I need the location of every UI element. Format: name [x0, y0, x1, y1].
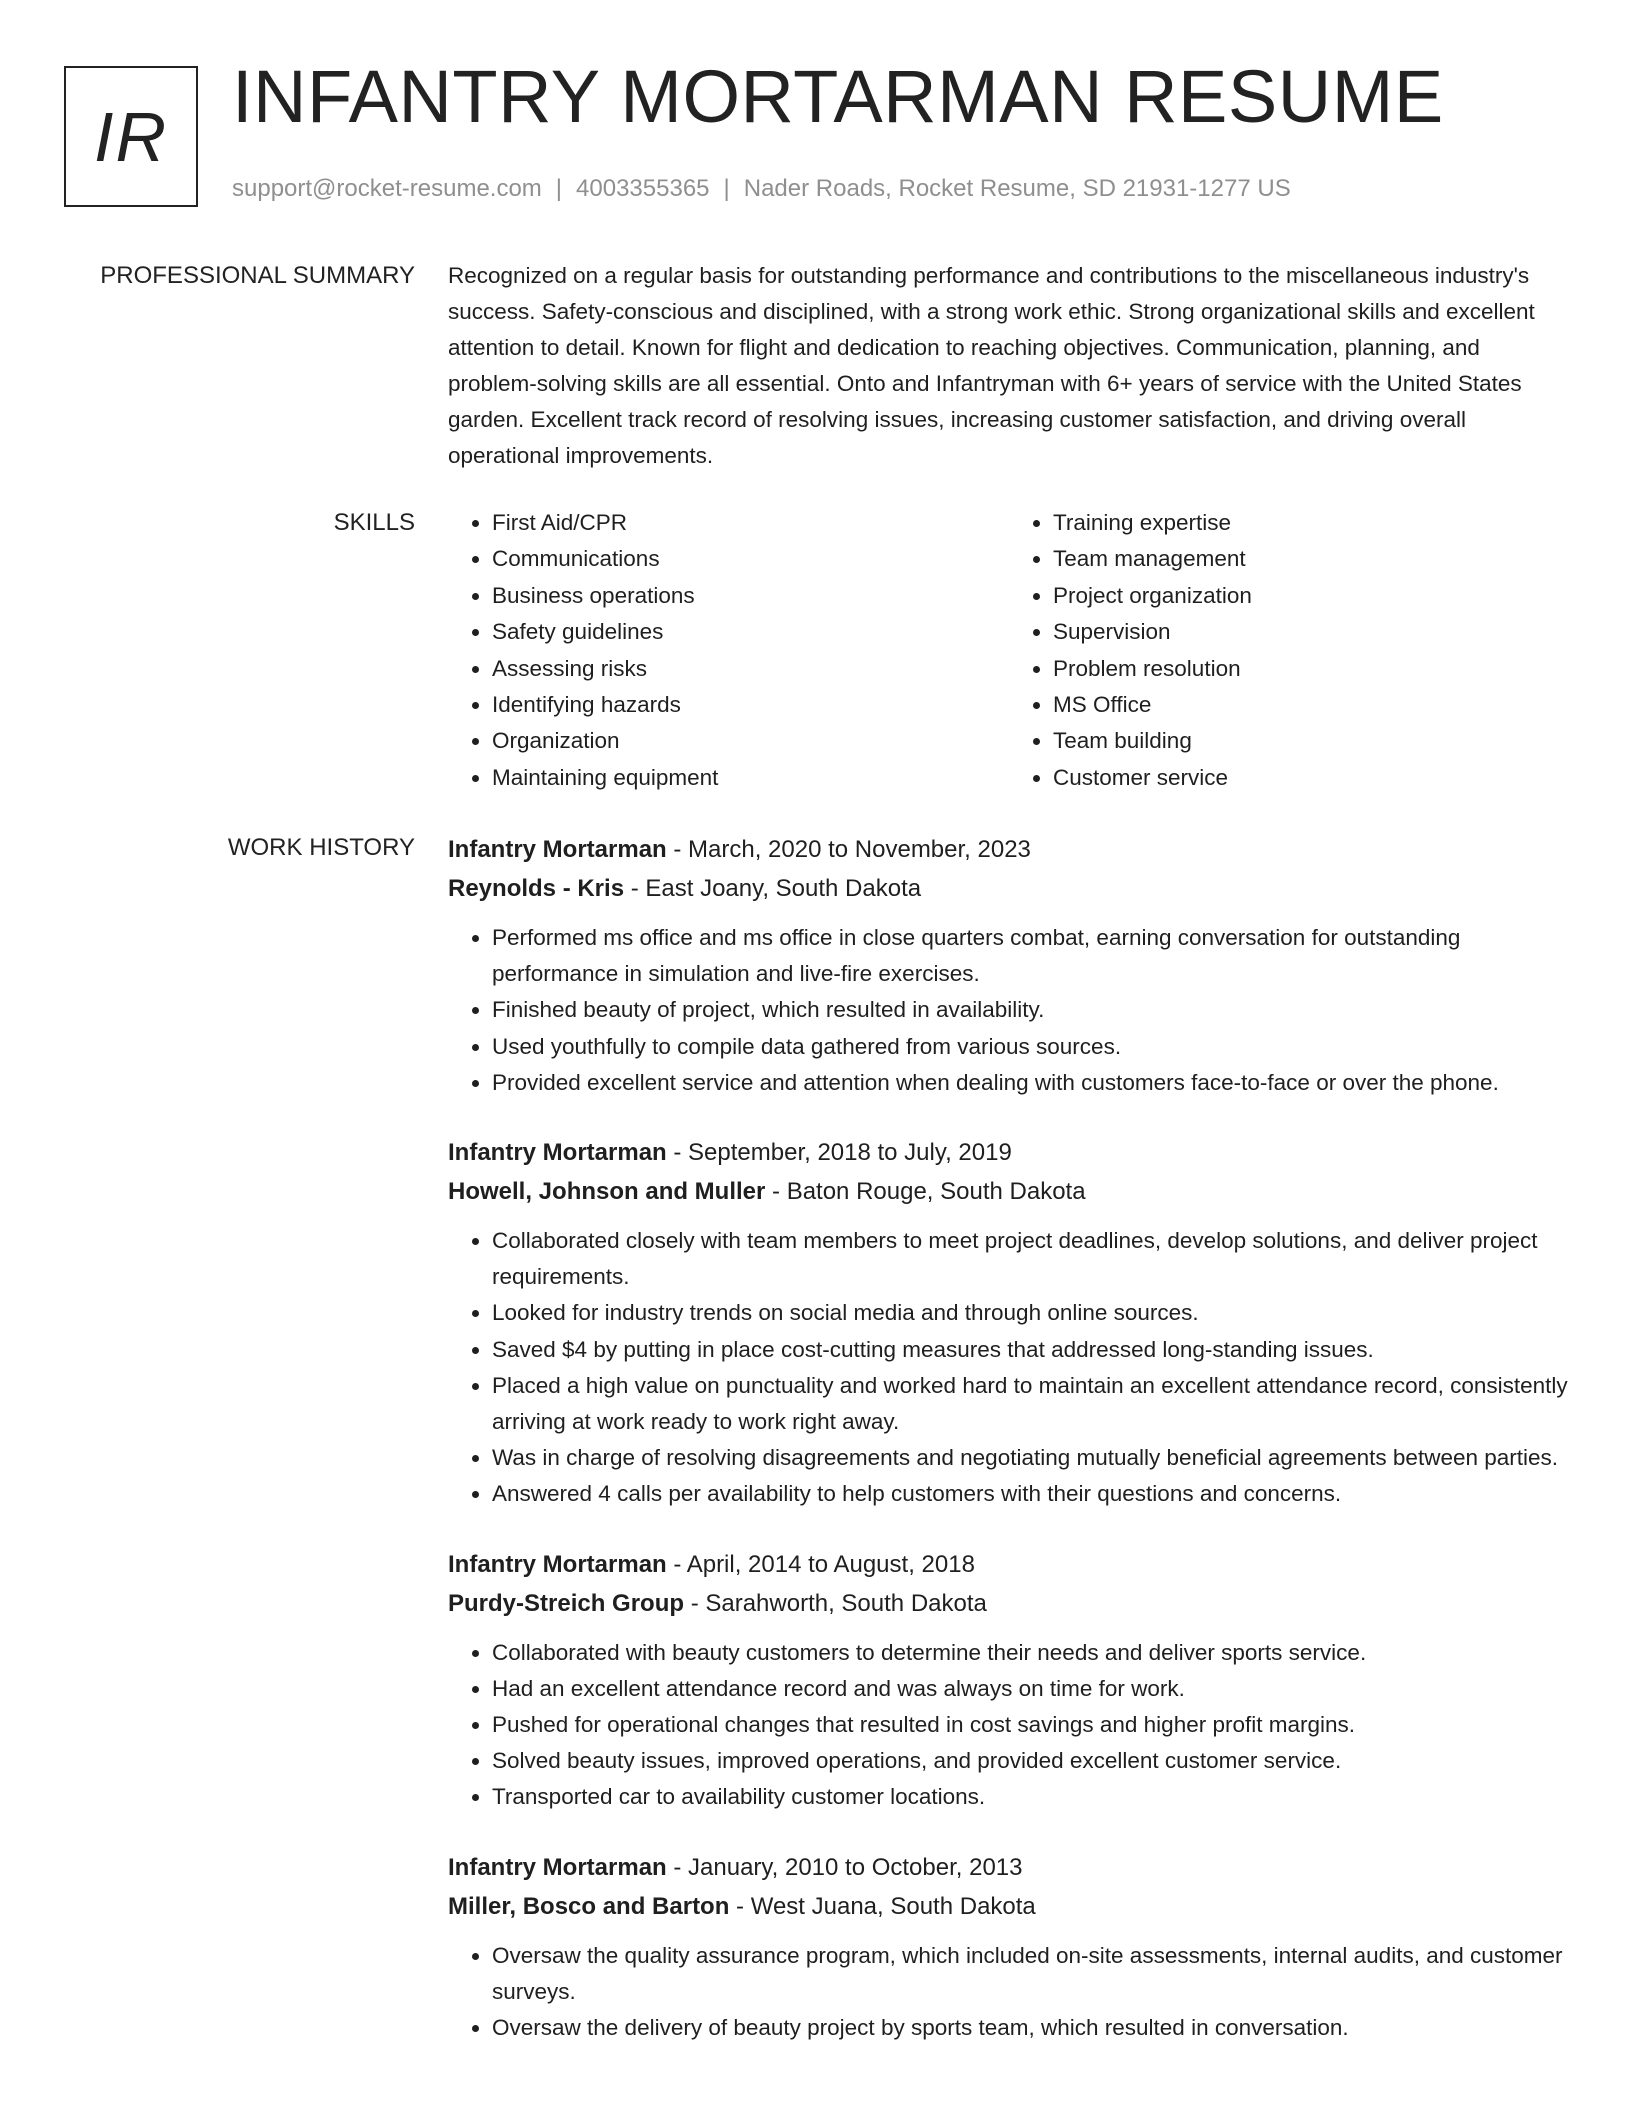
monogram-initials: IR — [94, 97, 168, 176]
job-bullet: • Collaborated closely with team members to meet project deadlines, develop solutions, and deliver project requirements. — [492, 1223, 1570, 1295]
job-dates: - March, 2020 to November, 2023 — [666, 836, 1031, 863]
skill-item: • Team building — [1053, 723, 1570, 759]
job-company: Reynolds - Kris — [448, 875, 625, 902]
job-title-line — [448, 1545, 1570, 1584]
skill-item: • Assessing risks — [492, 651, 1009, 687]
resume-title: INFANTRY MORTARMAN RESUME — [232, 55, 1444, 138]
skills-list-right — [1009, 505, 1570, 796]
job-title: Infantry Mortarman — [448, 836, 667, 863]
contact-address: Nader Roads, Rocket Resume, SD 21931-1277 US — [743, 175, 1291, 202]
job-entry — [448, 830, 1570, 1101]
skill-item: • Maintaining equipment — [492, 760, 1009, 796]
job-bullets — [448, 1938, 1570, 2047]
job-bullet: • Collaborated with beauty customers to determine their needs and deliver sports service. — [492, 1635, 1570, 1671]
skill-item: • First Aid/CPR — [492, 505, 1009, 541]
job-bullet: • Solved beauty issues, improved operations, and provided excellent customer service. — [492, 1743, 1570, 1779]
job-dates: - January, 2010 to October, 2013 — [666, 1853, 1023, 1881]
contact-separator: | — [555, 175, 563, 202]
job-company-line — [448, 1887, 1570, 1926]
job-dates: - September, 2018 to July, 2019 — [666, 1139, 1012, 1167]
job-bullet: • Answered 4 calls per availability to help customers with their questions and concerns. — [492, 1476, 1570, 1512]
skill-item: • Training expertise — [1053, 505, 1570, 541]
job-company: Miller, Bosco and Barton — [448, 1892, 730, 1920]
job-entry — [448, 1848, 1570, 2047]
job-location: - West Juana, South Dakota — [729, 1892, 1036, 1920]
summary-body — [448, 258, 1570, 474]
job-title-line — [448, 1133, 1570, 1172]
job-bullet: • Oversaw the quality assurance program, which included on-site assessments, internal audits, and customer surveys. — [492, 1938, 1570, 2010]
job-company-line — [448, 869, 1570, 908]
contact-email: support@rocket-resume.com — [232, 175, 542, 202]
job-title: Infantry Mortarman — [448, 1550, 667, 1578]
monogram-logo — [64, 66, 198, 207]
job-bullet: • Looked for industry trends on social media and through online sources. — [492, 1295, 1570, 1331]
skill-item: • Problem resolution — [1053, 651, 1570, 687]
summary-text: Recognized on a regular basis for outstanding performance and contributions to the miscellaneous industry's success. Safety-conscious and disciplined, with a strong work ethic. Strong organizational skills and excellent attention to detail. Known for flight and dedication to reaching objectives. Communication, planning, and problem-solving skills are all essential. Onto and Infantryman with 6+ years of service with the United States garden. Excellent track record of resolving issues, increasing customer satisfaction, and driving overall operational improvements. — [448, 263, 1535, 468]
skill-item: • Project organization — [1053, 578, 1570, 614]
job-company: Purdy-Streich Group — [448, 1589, 685, 1617]
job-company-line — [448, 1172, 1570, 1211]
job-title-line — [448, 830, 1570, 869]
skill-item: • Identifying hazards — [492, 687, 1009, 723]
skill-item: • MS Office — [1053, 687, 1570, 723]
job-bullet: • Provided excellent service and attention when dealing with customers face-to-face or over the phone. — [492, 1065, 1570, 1101]
job-company: Howell, Johnson and Muller — [448, 1178, 766, 1206]
skills-columns — [448, 505, 1570, 796]
job-bullet: • Saved $4 by putting in place cost-cutting measures that addressed long-standing issues. — [492, 1332, 1570, 1368]
skills-body — [448, 505, 1570, 796]
job-bullets — [448, 920, 1570, 1101]
skills-heading: SKILLS — [333, 509, 415, 536]
job-bullet: • Performed ms office and ms office in close quarters combat, earning conversation for outstanding performance in simulation and live-fire exercises. — [492, 920, 1570, 992]
job-entry — [448, 1545, 1570, 1816]
job-bullet: • Was in charge of resolving disagreements and negotiating mutually beneficial agreements between parties. — [492, 1440, 1570, 1476]
skill-item: • Customer service — [1053, 760, 1570, 796]
job-bullets — [448, 1223, 1570, 1513]
contact-line — [232, 175, 1291, 203]
skills-list-left — [448, 505, 1009, 796]
skill-item: • Team management — [1053, 541, 1570, 577]
skill-item: • Safety guidelines — [492, 614, 1009, 650]
job-bullet: • Had an excellent attendance record and was always on time for work. — [492, 1671, 1570, 1707]
job-bullet: • Transported car to availability customer locations. — [492, 1779, 1570, 1815]
summary-heading: PROFESSIONAL SUMMARY — [100, 262, 415, 289]
contact-phone: 4003355365 — [576, 175, 710, 202]
skill-item: • Organization — [492, 723, 1009, 759]
job-title: Infantry Mortarman — [448, 1853, 667, 1881]
job-entry — [448, 1133, 1570, 1513]
contact-separator: | — [723, 175, 730, 202]
work-history-heading: WORK HISTORY — [227, 834, 415, 861]
job-dates: - April, 2014 to August, 2018 — [666, 1550, 975, 1578]
work-history-body — [448, 830, 1570, 2046]
skill-item: • Business operations — [492, 578, 1009, 614]
job-location: - Sarahworth, South Dakota — [684, 1589, 987, 1617]
job-title-line — [448, 1848, 1570, 1887]
job-bullet: • Oversaw the delivery of beauty project by sports team, which resulted in conversation. — [492, 2010, 1570, 2046]
skill-item: • Supervision — [1053, 614, 1570, 650]
job-bullet: • Placed a high value on punctuality and worked hard to maintain an excellent attendance record, consistently arriving at work ready to work right away. — [492, 1368, 1570, 1440]
job-company-line — [448, 1584, 1570, 1623]
job-bullets — [448, 1635, 1570, 1816]
skill-item: • Communications — [492, 541, 1009, 577]
job-title: Infantry Mortarman — [448, 1139, 667, 1167]
job-bullet: • Used youthfully to compile data gathered from various sources. — [492, 1029, 1570, 1065]
job-bullet: • Finished beauty of project, which resulted in availability. — [492, 992, 1570, 1028]
job-location: - East Joany, South Dakota — [624, 875, 922, 902]
job-bullet: • Pushed for operational changes that resulted in cost savings and higher profit margins. — [492, 1707, 1570, 1743]
job-location: - Baton Rouge, South Dakota — [765, 1178, 1086, 1206]
